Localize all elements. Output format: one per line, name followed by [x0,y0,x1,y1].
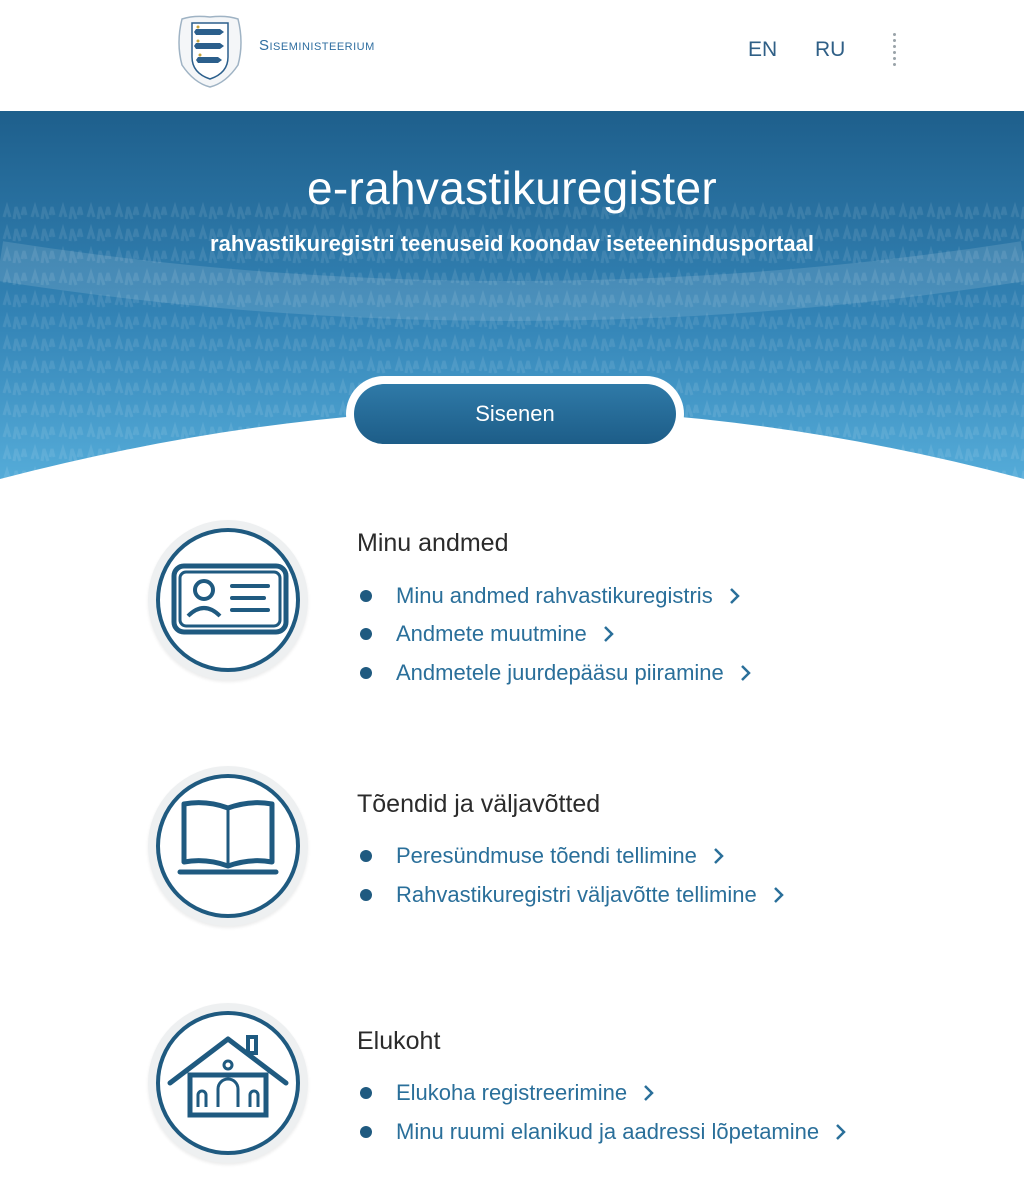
bullet [360,628,372,640]
section-title: Elukoht [357,1027,441,1055]
house-icon [148,1003,308,1163]
chevron-right-icon [773,886,785,904]
bullet [360,1126,372,1138]
link-change-data[interactable] [360,619,615,649]
link-label[interactable]: Elukoha registreerimine [396,1080,628,1105]
chevron-right-icon [643,1084,655,1102]
section-icon-circle [148,766,308,926]
link-restrict-access[interactable] [360,658,752,688]
section-title: Minu andmed [357,529,509,557]
section-icon-circle [148,520,308,680]
link-label[interactable]: Rahvastikuregistri väljavõtte tellimine [396,882,757,907]
more-menu-icon[interactable] [891,33,897,71]
link-residence-registration[interactable] [360,1078,655,1108]
chevron-right-icon [713,847,725,865]
language-ru-link[interactable]: RU [815,38,846,61]
section-title: Tõendid ja väljavõtted [357,790,601,818]
link-label[interactable]: Peresündmuse tõendi tellimine [396,843,697,868]
chevron-right-icon [740,664,752,682]
section-icon-circle [148,1003,308,1163]
open-book-icon [148,766,308,926]
link-label[interactable]: Andmete muutmine [396,621,587,646]
bullet [360,889,372,901]
coat-of-arms-logo[interactable] [174,13,246,89]
enter-button-frame [346,376,684,452]
chevron-right-icon [603,625,615,643]
bullet [360,850,372,862]
page-title: e-rahvastikuregister [307,162,717,214]
link-label[interactable]: Minu ruumi elanikud ja aadressi lõpetamine [396,1119,820,1144]
language-en-link[interactable]: EN [748,38,778,61]
link-room-residents[interactable] [360,1117,847,1147]
link-family-event-certificate[interactable] [360,841,725,871]
bullet [360,667,372,679]
ministry-name[interactable]: Siseministeerium [259,37,375,54]
link-register-extract[interactable] [360,880,785,910]
link-my-data-in-register[interactable] [360,581,741,611]
chevron-right-icon [729,587,741,605]
bullet [360,590,372,602]
page-subtitle: rahvastikuregistri teenuseid koondav iseteenindusportaal [210,231,814,256]
link-label[interactable]: Andmetele juurdepääsu piiramine [396,660,724,685]
chevron-right-icon [835,1123,847,1141]
link-label[interactable]: Minu andmed rahvastikuregistris [396,583,713,608]
bullet [360,1087,372,1099]
site-header [0,0,1024,111]
enter-button[interactable]: Sisenen [354,384,676,444]
id-card-icon [148,520,308,680]
